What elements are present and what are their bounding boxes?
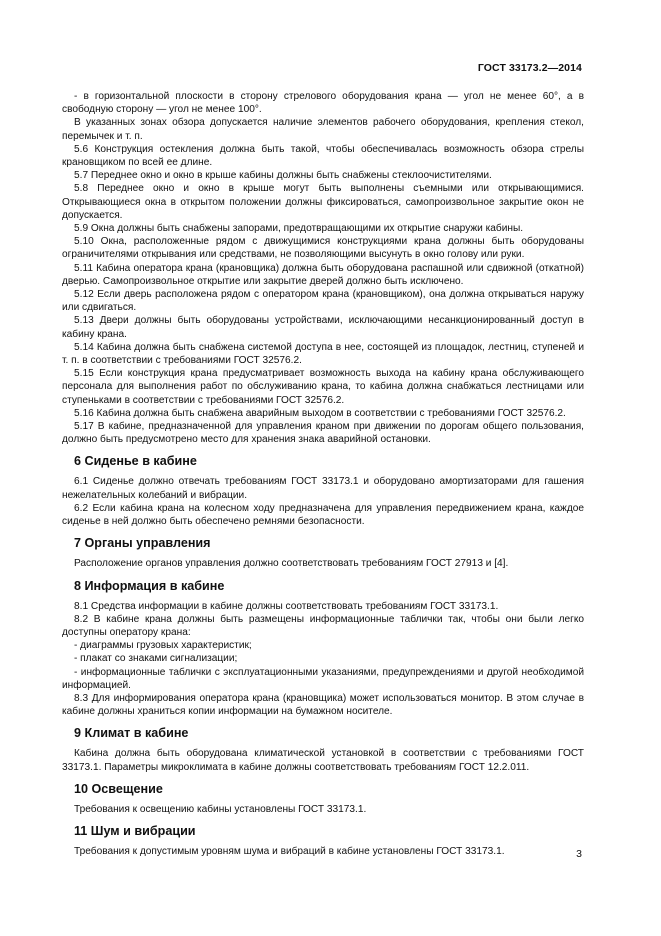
clause-5-15: 5.15 Если конструкция крана предусматривает возможность выхода на кабину крана обслуживающего персонала для выполнения работ по обслуживанию крана, то кабина должна снабжаться лестницами или ступеньками в соответствии с требованиями ГОСТ 32576.2. bbox=[62, 368, 584, 406]
clause-5-17: 5.17 В кабине, предназначенной для управления краном при движении по дорогам общего пользования, должно быть предусмотрено место для хранения знака аварийной остановки. bbox=[62, 421, 584, 446]
clause-5-6: 5.6 Конструкция остекления должна быть такой, чтобы обеспечивалась возможность обзора стрелы крановщиком по всей ее длине. bbox=[62, 143, 584, 169]
clause-8-3: 8.3 Для информирования оператора крана (крановщика) может использоваться монитор. В этом случае в кабине должны храниться копии информации на бумажном носителе. bbox=[62, 692, 584, 718]
clause-5-12: 5.12 Если дверь расположена рядом с оператором крана (крановщиком), она должна открываться наружу или сдвигаться. bbox=[62, 289, 584, 314]
section-10-text: Требования к освещению кабины установлены ГОСТ 33173.1. bbox=[74, 803, 367, 815]
list-item: - информационные таблички с эксплуатационными указаниями, предупреждениями и другой необходимой информацией. bbox=[62, 666, 584, 691]
clause-6-1: 6.1 Сиденье должно отвечать требованиям ГОСТ 33173.1 и оборудовано амортизаторами для гашения нежелательных колебаний и вибрации. bbox=[62, 476, 584, 501]
page-number: 3 bbox=[576, 848, 582, 860]
list-item: - диаграммы грузовых характеристик; bbox=[74, 640, 252, 652]
body-paragraph: - в горизонтальной плоскости в сторону стрелового оборудования крана — угол не менее 60°, а в свободную сторону — угол не менее 100°. bbox=[62, 91, 584, 116]
list-item: - плакат со знаками сигнализации; bbox=[74, 653, 238, 665]
clause-5-16: 5.16 Кабина должна быть снабжена аварийным выходом в соответствии с требованиями ГОСТ 32576.2. bbox=[74, 407, 566, 419]
section-7-heading: 7 Органы управления bbox=[74, 536, 211, 551]
body-paragraph: В указанных зонах обзора допускается наличие элементов рабочего оборудования, крепления стекол, перемычек и т. п. bbox=[62, 117, 584, 142]
document-code-header: ГОСТ 33173.2—2014 bbox=[477, 62, 582, 74]
clause-5-10: 5.10 Окна, расположенные рядом с движущимися конструкциями крана должны быть оборудованы ограничителями открывания или средствами, не позволяющими высунуть в окно голову или руки. bbox=[62, 236, 584, 261]
section-10-heading: 10 Освещение bbox=[74, 781, 163, 796]
section-7-text: Расположение органов управления должно соответствовать требованиям ГОСТ 27913 и [4]. bbox=[74, 558, 509, 570]
section-6-heading: 6 Сиденье в кабине bbox=[74, 454, 197, 469]
clause-5-9: 5.9 Окна должны быть снабжены запорами, предотвращающими их открытие снаружи кабины. bbox=[74, 223, 524, 235]
section-9-text: Кабина должна быть оборудована климатической установкой в соответствии с требованиями ГОСТ 33173.1. Параметры микроклимата в кабине должны соответствовать требованиям ГОСТ 12.2.011. bbox=[62, 748, 584, 773]
clause-6-2: 6.2 Если кабина крана на колесном ходу предназначена для управления передвижением крана, каждое сиденье в ней должно быть обеспечено ремнями безопасности. bbox=[62, 502, 584, 528]
section-11-text: Требования к допустимым уровням шума и вибраций в кабине установлены ГОСТ 33173.1. bbox=[74, 845, 505, 857]
page-body bbox=[62, 90, 584, 858]
clause-5-14: 5.14 Кабина должна быть снабжена системой доступа в нее, состоящей из площадок, лестниц, ступеней и т. п. в соответствии с требованиями ГОСТ 32576.2. bbox=[62, 341, 584, 367]
clause-5-11: 5.11 Кабина оператора крана (крановщика) должна быть оборудована распашной или сдвижной (откатной) дверью. Самопроизвольное открытие или закрытие дверей должно быть исключено. bbox=[62, 262, 584, 287]
section-8-heading: 8 Информация в кабине bbox=[74, 578, 225, 593]
section-9-heading: 9 Климат в кабине bbox=[74, 726, 189, 741]
clause-5-13: 5.13 Двери должны быть оборудованы устройствами, исключающими несанкционированный доступ в кабину крана. bbox=[62, 315, 584, 340]
clause-5-8: 5.8 Переднее окно и окно в крыше могут быть выполнены съемными или открывающимися. Открывающиеся окна в открытом положении должны фиксироваться, самопроизвольное закрытие окон не допускается. bbox=[62, 183, 584, 221]
clause-8-1: 8.1 Средства информации в кабине должны соответствовать требованиям ГОСТ 33173.1. bbox=[74, 600, 499, 612]
clause-5-7: 5.7 Переднее окно и окно в крыше кабины должны быть снабжены стеклоочистителями. bbox=[74, 170, 492, 182]
clause-8-2: 8.2 В кабине крана должны быть размещены информационные таблички так, чтобы они были легко доступны оператору крана: bbox=[62, 613, 584, 638]
section-11-heading: 11 Шум и вибрации bbox=[74, 823, 196, 838]
